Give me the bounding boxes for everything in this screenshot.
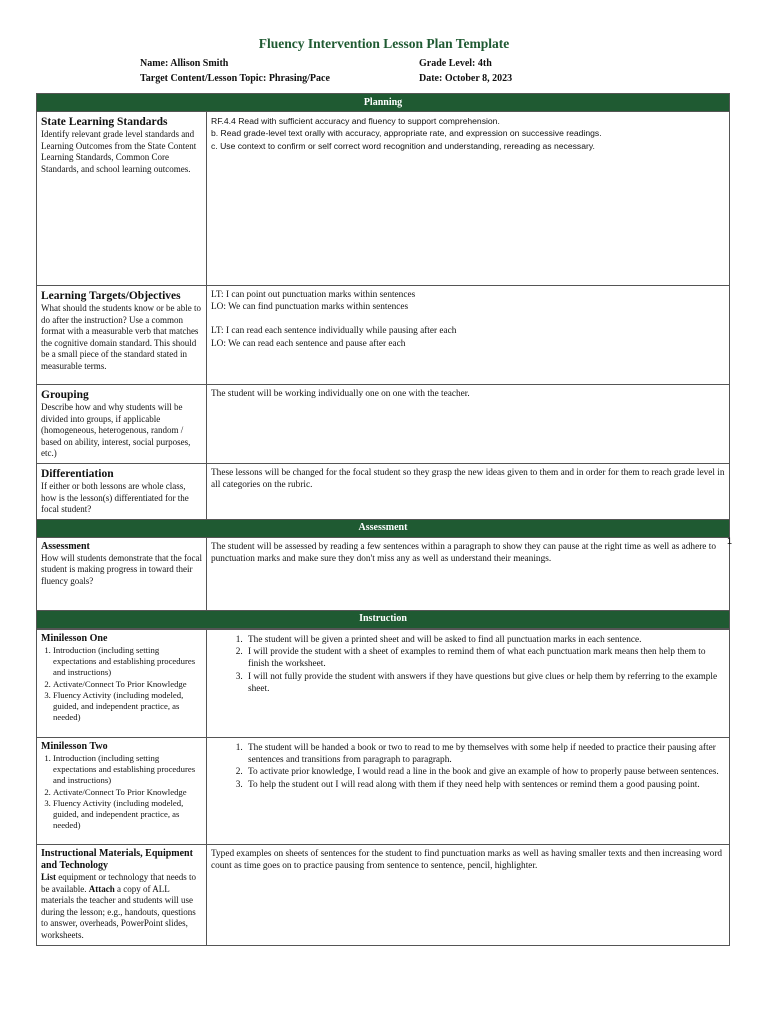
differentiation-text: These lessons will be changed for the focal student so they grasp the new ideas given to them and in order for them to reach grade level in all categories on the rubric. [207, 463, 730, 519]
targets-heading: Learning Targets/Objectives [41, 290, 181, 302]
standard-line: c. Use context to confirm or self correct word recognition and understanding, rereading as necessary. [211, 140, 595, 151]
differentiation-heading: Differentiation [41, 467, 114, 480]
assessment-description: How will students demonstrate that the focal student is making progress in toward their fluency goals? [41, 552, 202, 586]
student-name: Name: Allison Smith [140, 58, 229, 69]
standards-description: Identify relevant grade level standards and Learning Outcomes from the State Content Learning Standards, Common Core Standards, and school learning outcomes. [41, 129, 197, 174]
attach-label: Attach [88, 883, 115, 894]
list-item: 3. Fluency Activity (including modeled, guided, and independent practice, as needed) [53, 798, 202, 832]
list-item: 2. Activate/Connect To Prior Knowledge [53, 787, 202, 798]
materials-desc-part: equipment or technology that needs to be available. [41, 872, 196, 894]
materials-description [41, 872, 202, 942]
lesson-date: Date: October 8, 2023 [419, 73, 513, 84]
page-number: 1 [726, 536, 732, 546]
list-item: 1. The student will be given a printed sheet and will be asked to find all punctuation marks in each sentence. [245, 634, 725, 646]
target-line: LO: We can read each sentence and pause after each [211, 338, 406, 349]
target-line: LT: I can read each sentence individually while pausing after each [211, 326, 457, 337]
list-item: 3. Fluency Activity (including modeled, guided, and independent practice, as needed) [53, 690, 202, 724]
list-item: 2. To activate prior knowledge, I would read a line in the book and give an example of how to properly pause between sentences. [245, 766, 725, 778]
minilesson-two-row [37, 738, 730, 845]
list-item: 3. I will not fully provide the student with answers if they have questions but give clues or help them by referring to the example sheet. [245, 671, 725, 695]
planning-header: Planning [37, 94, 730, 112]
materials-text: Typed examples on sheets of sentences for the student to find punctuation marks as well as having smaller texts and then increasing word count as time goes on to practice pausing from sentence to sentence, pencil, highlighter. [207, 845, 730, 946]
planning-table [36, 93, 730, 629]
grouping-heading: Grouping [41, 389, 89, 401]
grouping-row [37, 385, 730, 464]
list-item: 1. The student will be handed a book or two to read to me by themselves with some help if needed to practice their pausing after sentences and transitions from paragraph to paragraph. [245, 742, 725, 766]
assessment-header: Assessment [37, 519, 730, 537]
standards-row [37, 112, 730, 286]
grouping-description: Describe how and why students will be divided into groups, if applicable (homogeneous, heterogenous, random / based on ability, interest, social purposes, etc.) [41, 402, 191, 459]
list-item: 2. I will provide the student with a sheet of examples to remind them of what each punctuation mark means then help them to finish the worksheet. [245, 646, 725, 670]
targets-description: What should the students know or be able to do after the instruction? Use a common format with a measurable verb that matches the cognitive domain standard. This should be a small piece of the standard stated in measurable terms. [41, 303, 201, 371]
assessment-row [37, 537, 730, 610]
minilesson-one-row [37, 630, 730, 738]
standard-line: RF.4.4 Read with sufficient accuracy and fluency to support comprehension. [211, 116, 500, 126]
differentiation-description: If either or both lessons are whole class, how is the lesson(s) differentiated for the focal student? [41, 480, 189, 515]
materials-heading: Instructional Materials, Equipment and Technology [41, 848, 193, 871]
materials-desc-part: a copy of ALL materials the teacher and students will use during the lesson; e.g., handouts, questions to answer, overheads, PowerPoint slides, worksheets. [41, 883, 196, 940]
document-title: Fluency Intervention Lesson Plan Template [258, 36, 510, 51]
standards-heading: State Learning Standards [41, 116, 168, 128]
list-item: 1. Introduction (including setting expectations and establishing procedures and instructions) [53, 645, 202, 679]
grouping-text: The student will be working individually one on one with the teacher. [207, 385, 730, 464]
grade-level: Grade Level: 4th [419, 58, 492, 69]
instruction-table [36, 629, 730, 946]
list-item: 2. Activate/Connect To Prior Knowledge [53, 679, 202, 690]
minilesson-one-heading: Minilesson One [41, 633, 108, 644]
list-item: 1. Introduction (including setting expectations and establishing procedures and instructions) [53, 753, 202, 787]
assessment-heading: Assessment [41, 540, 90, 552]
list-item: 3. To help the student out I will read along with them if they need help with sentences or remind them a good pausing point. [245, 779, 725, 791]
standard-line: b. Read grade-level text orally with accuracy, appropriate rate, and expression on successive readings. [211, 128, 602, 139]
target-line: LT: I can point out punctuation marks within sentences [211, 290, 416, 300]
minilesson-two-heading: Minilesson Two [41, 741, 108, 752]
target-line: LO: We can find punctuation marks within sentences [211, 302, 409, 313]
list-label: List [41, 872, 57, 882]
targets-row [37, 286, 730, 385]
assessment-text: The student will be assessed by reading a few sentences within a paragraph to show they can pause at the right time as well as adhere to punctuation marks and make sure they don't miss any as well as understand their meanings. [207, 537, 730, 610]
materials-row [37, 845, 730, 946]
instruction-header: Instruction [37, 610, 730, 628]
differentiation-row [37, 463, 730, 519]
lesson-topic: Target Content/Lesson Topic: Phrasing/Pace [140, 73, 330, 84]
